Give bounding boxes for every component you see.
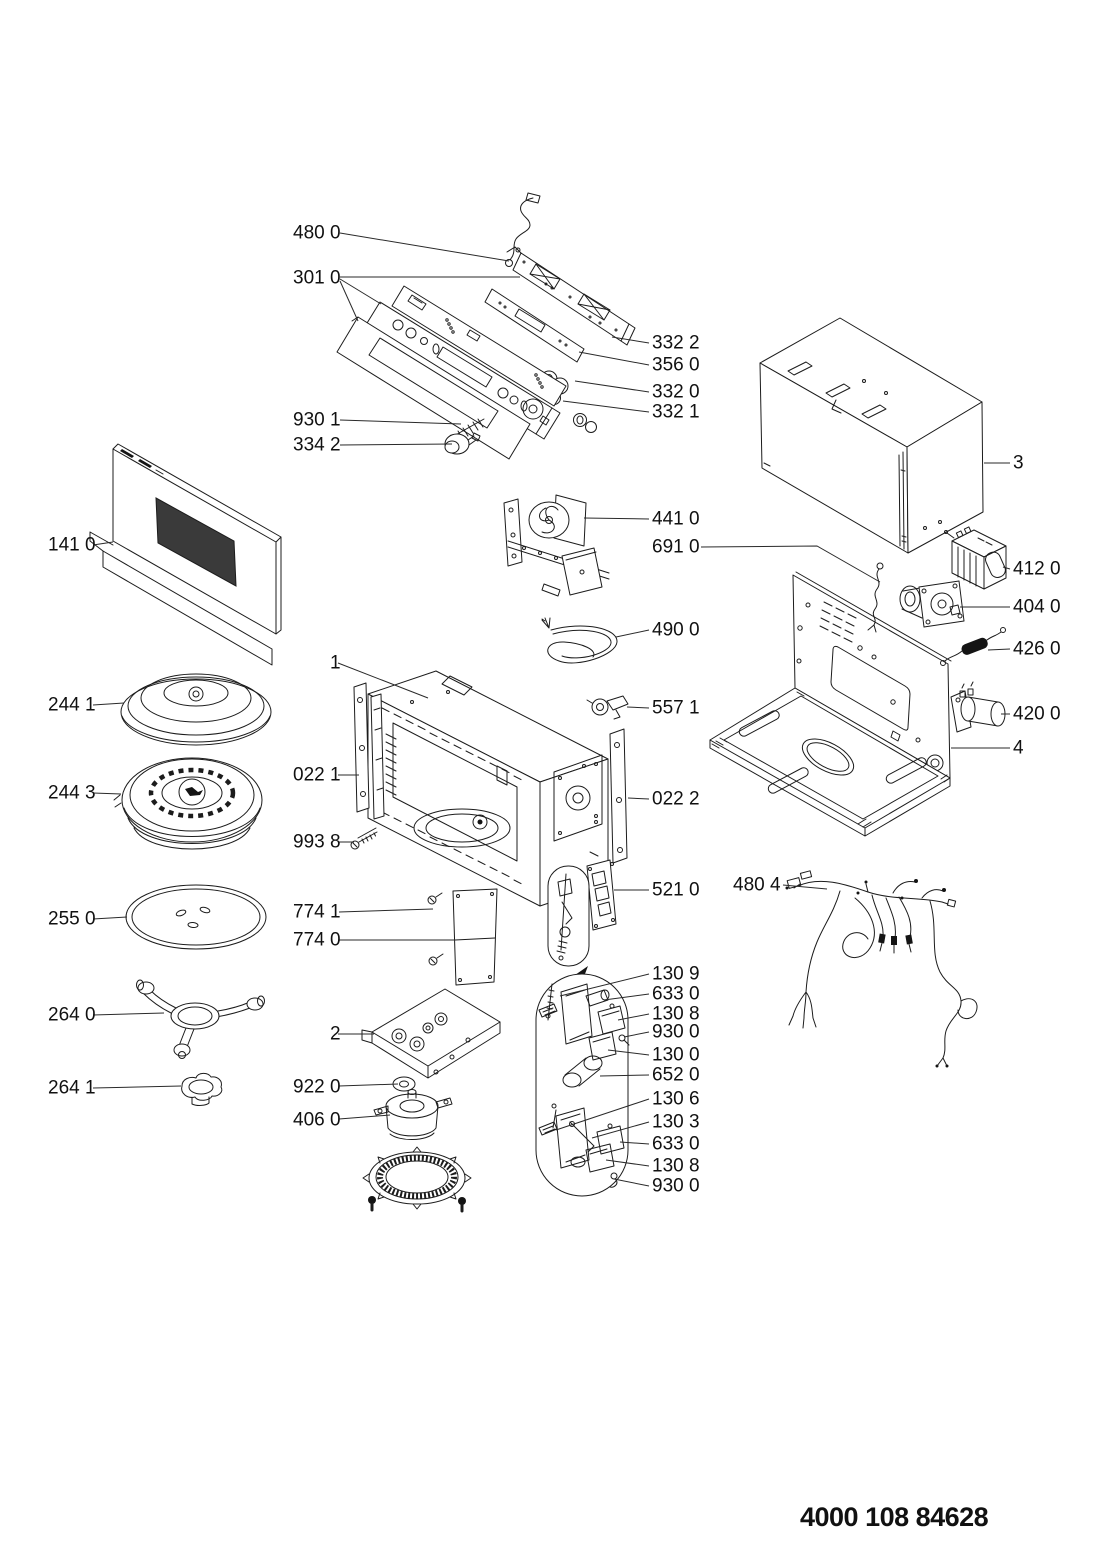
part-label-993-8: 993 8: [293, 831, 341, 853]
leader-line: [340, 420, 461, 424]
part-label-356-0: 356 0: [652, 354, 700, 376]
leader-line: [616, 630, 649, 637]
control-panel-assembly-drawing: [337, 193, 635, 459]
cavity-drawing: [351, 671, 627, 906]
part-label-332-0: 332 0: [652, 381, 700, 403]
part-label-633-0: 633 0: [652, 983, 700, 1005]
leader-line: [93, 1086, 181, 1088]
part-label-922-0: 922 0: [293, 1076, 341, 1098]
part-label-930-1: 930 1: [293, 409, 341, 431]
part-label-130-8: 130 8: [652, 1155, 700, 1177]
leader-line: [340, 233, 509, 261]
leader-line: [340, 281, 358, 321]
part-label-022-2: 022 2: [652, 788, 700, 810]
leader-line: [340, 279, 381, 304]
part-label-441-0: 441 0: [652, 508, 700, 530]
part-label-490-0: 490 0: [652, 619, 700, 641]
part-label-3: 3: [1013, 452, 1024, 474]
part-label-480-0: 480 0: [293, 222, 341, 244]
part-label-244-3: 244 3: [48, 782, 96, 804]
part-label-4: 4: [1013, 737, 1024, 759]
leader-line: [339, 1115, 390, 1119]
timer-motor-drawing: [900, 581, 964, 627]
leader-line: [93, 703, 124, 705]
part-label-022-1: 022 1: [293, 764, 341, 786]
part-label-130-8: 130 8: [652, 1003, 700, 1025]
screw-993-drawing: [351, 828, 377, 849]
leader-line: [339, 909, 433, 912]
leader-line: [988, 649, 1010, 650]
part-label-332-2: 332 2: [652, 332, 700, 354]
bottom-tray-drawing: [362, 989, 500, 1078]
turntable-motor-drawing: [374, 1090, 452, 1140]
leader-line: [627, 707, 649, 708]
part-label-930-0: 930 0: [652, 1021, 700, 1043]
door-drawing: [90, 444, 281, 665]
latch-board-drawing: [587, 860, 616, 930]
motor-ring-drawing: [363, 1147, 471, 1211]
fan-assembly-drawing: [504, 495, 609, 596]
leader-line: [93, 1013, 164, 1015]
capacitor-drawing: [951, 682, 1005, 732]
leader-line: [575, 381, 649, 392]
display-board-drawing: [507, 247, 635, 345]
fuse-drawing: [941, 628, 1006, 666]
leader-line: [614, 1179, 649, 1186]
part-label-521-0: 521 0: [652, 879, 700, 901]
part-label-141-0: 141 0: [48, 534, 96, 556]
part-label-406-0: 406 0: [293, 1109, 341, 1131]
part-label-264-1: 264 1: [48, 1077, 96, 1099]
part-label-557-1: 557 1: [652, 697, 700, 719]
document-number: 4000 108 84628: [800, 1502, 989, 1532]
part-label-412-0: 412 0: [1013, 558, 1061, 580]
part-label-480-4: 480 4: [733, 874, 781, 896]
part-label-1: 1: [330, 652, 341, 674]
leader-line: [339, 1084, 398, 1086]
part-label-130-6: 130 6: [652, 1088, 700, 1110]
part-label-404-0: 404 0: [1013, 596, 1061, 618]
crisp-plate-drawing: [114, 758, 262, 849]
part-label-426-0: 426 0: [1013, 638, 1061, 660]
mounting-bracket-right-drawing: [610, 729, 627, 863]
latch-capsule-large-drawing: [536, 974, 629, 1196]
leader-line: [628, 798, 649, 799]
part-label-420-0: 420 0: [1013, 703, 1061, 725]
leader-line: [584, 518, 649, 519]
part-label-301-0: 301 0: [293, 267, 341, 289]
part-label-130-0: 130 0: [652, 1044, 700, 1066]
plate-cover-drawing: [121, 674, 271, 745]
part-label-2: 2: [330, 1023, 341, 1045]
roller-support-drawing: [137, 980, 265, 1059]
part-label-255-0: 255 0: [48, 908, 96, 930]
outer-case-drawing: [760, 318, 983, 553]
part-label-244-1: 244 1: [48, 694, 96, 716]
thermostat-drawing: [587, 696, 628, 719]
leader-line: [701, 546, 880, 582]
part-label-130-9: 130 9: [652, 963, 700, 985]
leader-line: [579, 352, 649, 365]
part-label-930-0: 930 0: [652, 1175, 700, 1197]
latch-capsule-small-drawing: [548, 866, 589, 966]
part-label-774-0: 774 0: [293, 929, 341, 951]
cable-loop-drawing: [542, 618, 617, 663]
part-label-774-1: 774 1: [293, 901, 341, 923]
transformer-drawing: [945, 527, 1008, 589]
part-label-691-0: 691 0: [652, 536, 700, 558]
shield-panel-drawing: [428, 889, 497, 985]
leader-line: [93, 917, 127, 919]
leader-line: [563, 401, 649, 412]
turntable-plate-drawing: [126, 885, 266, 949]
leader-line: [93, 793, 121, 794]
part-label-130-3: 130 3: [652, 1111, 700, 1133]
coupler-drawing: [182, 1073, 222, 1105]
leader-line: [340, 444, 452, 445]
wiring-harness-drawing: [786, 871, 978, 1068]
part-label-264-0: 264 0: [48, 1004, 96, 1026]
part-label-652-0: 652 0: [652, 1064, 700, 1086]
part-label-633-0: 633 0: [652, 1133, 700, 1155]
part-label-334-2: 334 2: [293, 434, 341, 456]
part-label-332-1: 332 1: [652, 401, 700, 423]
